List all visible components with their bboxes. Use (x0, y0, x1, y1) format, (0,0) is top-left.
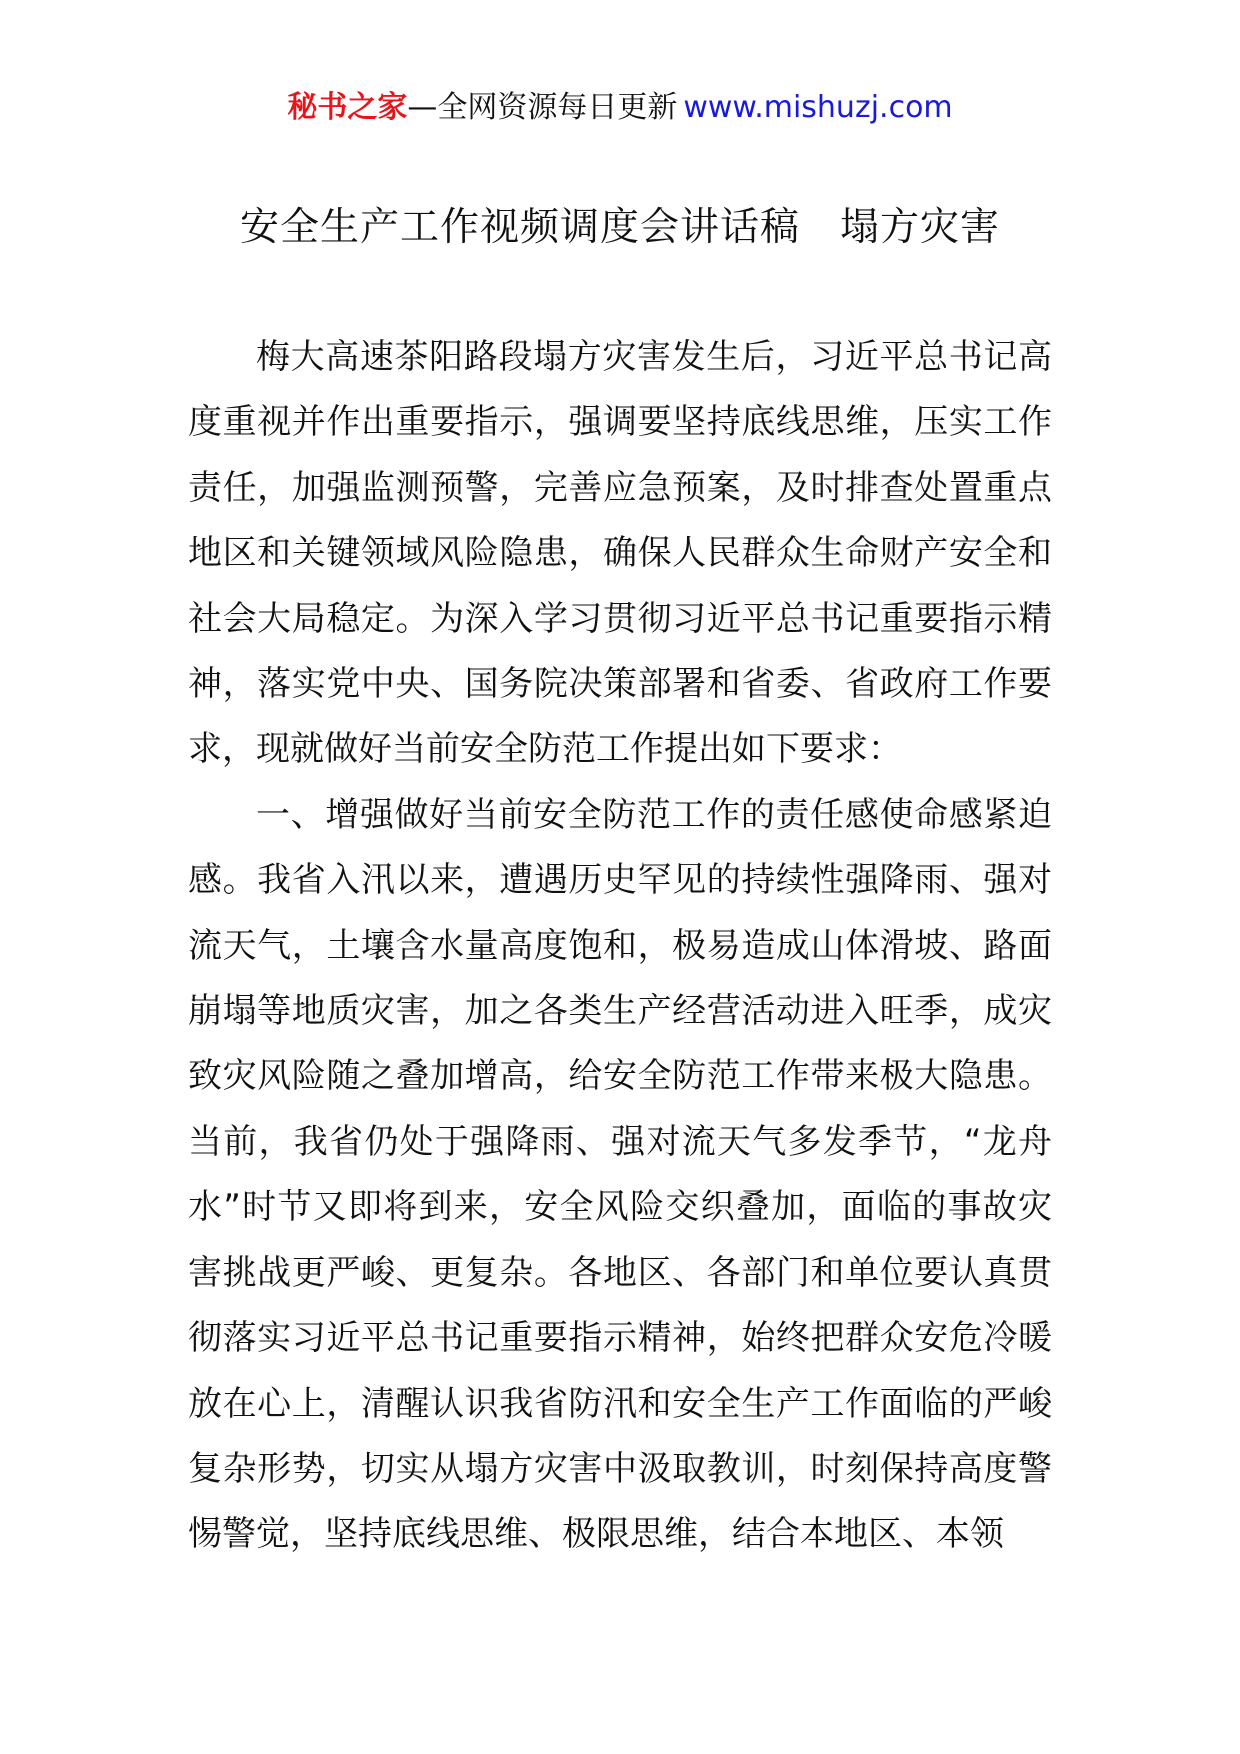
document-title-main: 安全生产工作视频调度会讲话稿 (239, 205, 800, 250)
document-title (0, 200, 1240, 256)
paragraph-intro: 梅大高速茶阳路段塌方灾害发生后，习近平总书记高度重视并作出重要指示，强调要坚持底线思维，压实工作责任，加强监测预警，完善应急预案，及时排查处置重点地区和关键领域风险隐患，确保人民群众生命财产安全和社会大局稳定。为深入学习贯彻习近平总书记重要指示精神，落实党中央、国务院决策部署和省委、省政府工作要求，现就做好当前安全防范工作提出如下要求： (188, 337, 1052, 770)
brand-name: 秘书之家 (287, 90, 408, 125)
site-header (0, 88, 1240, 128)
header-tagline: —全网资源每日更新 (407, 90, 678, 125)
document-title-sub: 塌方灾害 (840, 205, 1001, 250)
site-url-link[interactable]: www.mishuzj.com (683, 90, 953, 125)
document-body (188, 325, 1052, 1568)
paragraph-section-one: 一、增强做好当前安全防范工作的责任感使命感紧迫感。我省入汛以来，遭遇历史罕见的持续性强降雨、强对流天气，土壤含水量高度饱和，极易造成山体滑坡、路面崩塌等地质灾害，加之各类生产经营活动进入旺季，成灾致灾风险随之叠加增高，给安全防范工作带来极大隐患。当前，我省仍处于强降雨、强对流天气多发季节，“龙舟水”时节又即将到来，安全风险交织叠加，面临的事故灾害挑战更严峻、更复杂。各地区、各部门和单位要认真贯彻落实习近平总书记重要指示精神，始终把群众安危冷暖放在心上，清醒认识我省防汛和安全生产工作面临的严峻复杂形势，切实从塌方灾害中汲取教训，时刻保持高度警惕警觉，坚持底线思维、极限思维，结合本地区、本领 (188, 794, 1052, 1555)
